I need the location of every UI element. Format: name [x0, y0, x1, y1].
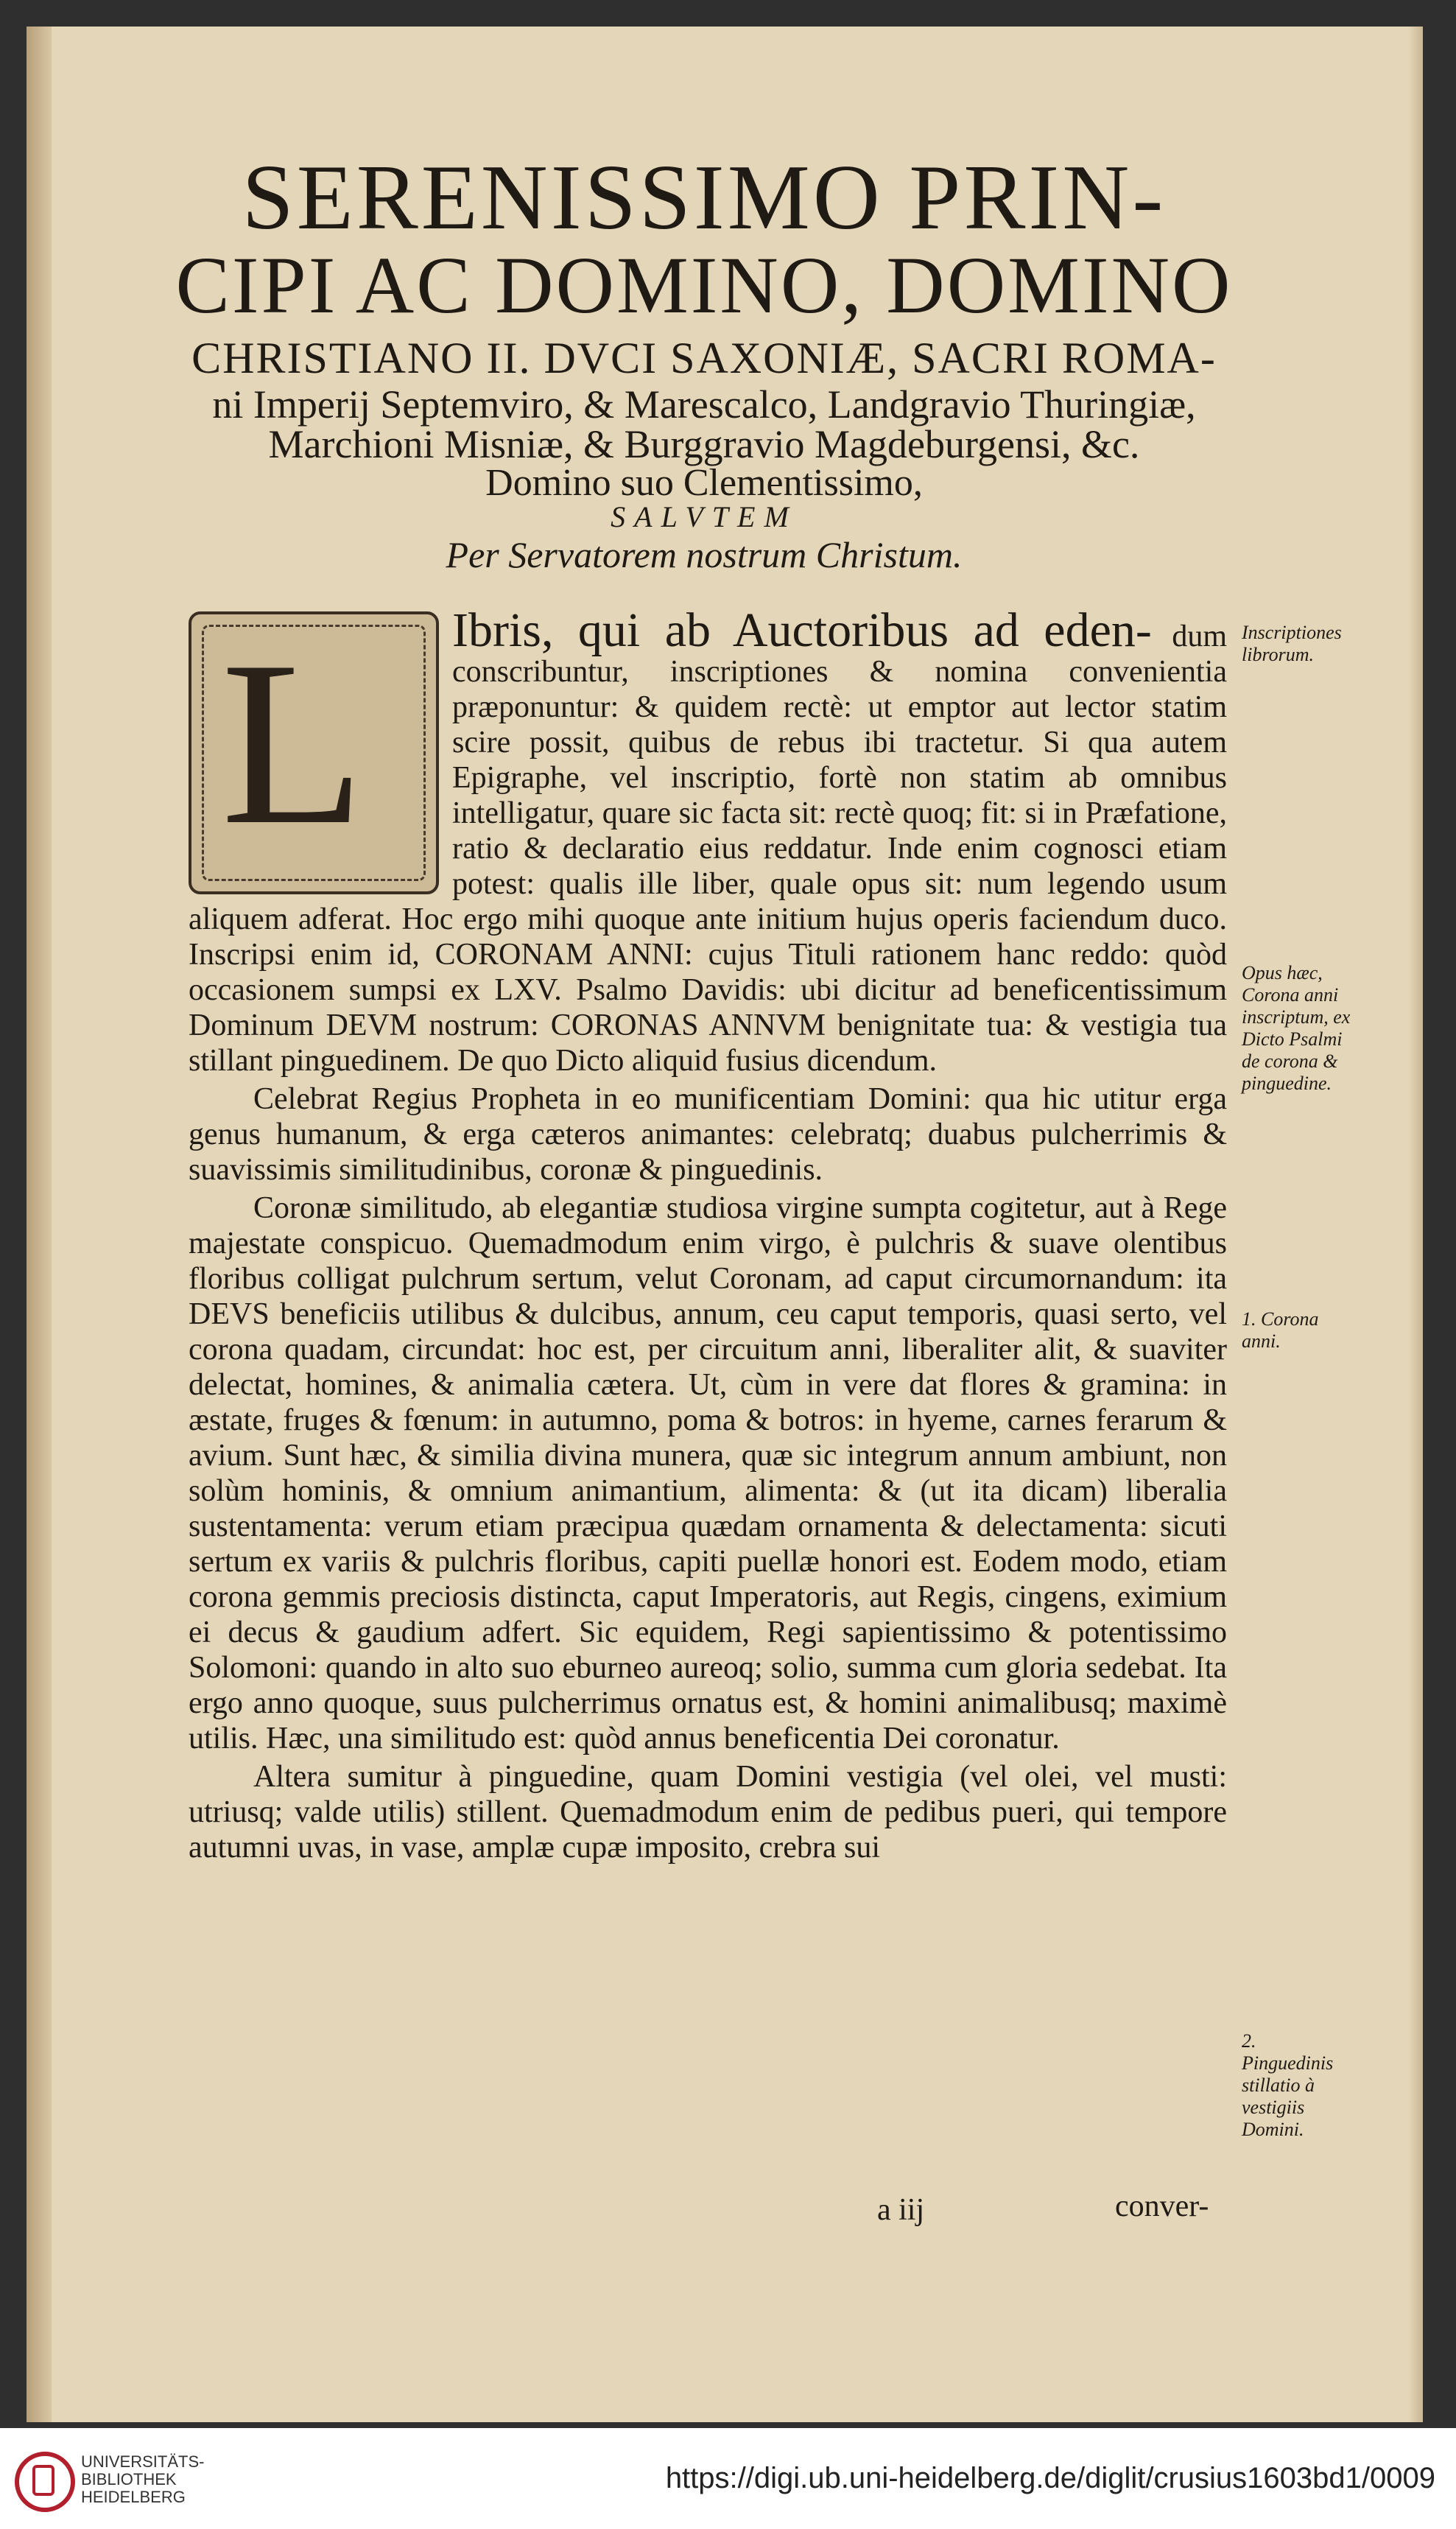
body-text — [189, 603, 1227, 1868]
library-name[interactable] — [81, 2453, 204, 2506]
ornamental-initial — [189, 611, 439, 894]
paragraph-1-rest: dum conscribuntur, inscriptiones & nomina convenientia præponuntur: & quidem rectè: ut emptor aut lector statim scire possit, quibus de rebus ibi tractetur. Si qua autem Epigraphe, vel inscriptio, fortè non statim ab omnibus intelligatur, quare sic facta sit: rectè quoq; fit: si in Præfatione, ratio & declaratio eius reddatur. Inde enim cognosci etiam potest: qualis ille liber, quale opus sit: num legendo usum aliquem adferat. Hoc ergo mihi quoque ante initium hujus operis faciendum duco. Inscripsi enim id, CORONAM ANNI: cujus Tituli rationem hanc reddo: quòd occasionem sumpsi ex LXV. Psalmo Davidis: ubi dicitur ad beneficentissimum Dominum DEVM nostrum: CORONAS ANNVM benignitate tua: & vestigia tua stillant pinguedinem. De quo Dicto aliquid fusius dicendum. — [189, 620, 1227, 1078]
library-logo-icon[interactable] — [15, 2452, 75, 2512]
viewer-footer — [0, 2428, 1456, 2529]
page-edge — [1408, 27, 1423, 2422]
margin-note-3: 1. Corona anni. — [1242, 1308, 1319, 1352]
heading-line-8: Per Servatorem nostrum Christum. — [446, 534, 963, 575]
heading-line-7: SALVTEM — [611, 500, 798, 533]
book-page — [27, 27, 1423, 2422]
margin-note-2: Opus hæc, Corona anni inscriptum, ex Dicto Psalmi de corona & pinguedine. — [1242, 962, 1351, 1094]
paragraph-1-lead: Ibris, qui ab Auctoribus ad eden- — [452, 603, 1152, 657]
paragraph-4: Altera sumitur à pinguedine, quam Domini vestigia (vel olei, vel musti: utriusq; valde utilis) stillent. Quemadmodum enim de pedibus pueri, qui tempore autumni uvas, in vase, amplæ cupæ imposito, crebra sui — [189, 1760, 1227, 1865]
library-name-line-2: BIBLIOTHEK — [81, 2470, 177, 2488]
heading-line-5: Marchioni Misniæ, & Burggravio Magdeburgensi, &c. — [268, 422, 1140, 466]
heading-line-1: SERENISSIMO PRIN- — [242, 147, 1167, 249]
heading-line-2: CIPI AC DOMINO, DOMINO — [175, 240, 1233, 330]
heading-line-4: ni Imperij Septemviro, & Marescalco, Landgravio Thuringiæ, — [212, 382, 1196, 427]
paragraph-3: Coronæ similitudo, ab elegantiæ studiosa virgine sumpta cogitetur, aut à Rege majestate conspicuo. Quemadmodum enim virgo, è pulchris & suave olentibus floribus colligat pulchrum sertum, velut Coronam, ad caput circumornandum: ita DEVS beneficiis utilibus & dulcibus, annum, ceu caput temporis, quasi serto, vel corona quadam, circundat: hoc est, per circuitum anni, liberaliter alit, & suaviter delectat, homines, & animalia cætera. Ut, cùm in vere dat flores & gramina: in æstate, fruges & fœnum: in autumno, poma & botros: in hyeme, carnes ferarum & avium. Sunt hæc, & similia divina munera, quæ sic integrum annum ambiunt, non solùm hominis, & omnium animantium, alimenta: & (ut ita dicam) liberalia sustentamenta: verum etiam præcipua quædam ornamenta & delectamenta: sicuti sertum ex variis & pulchris floribus, capiti puellæ honori est. Eodem modo, etiam corona gemmis preciosis distincta, caput Imperatoris, aut Regis, cingens, eximium ei decus & gaudium adfert. Sic equidem, Regi sapientissimo & potentissimo Solomoni: quando in alto suo eburneo aureoq; solio, summa cum gloria sedebat. Ita ergo anno quoque, suus pulcherrimus ornatus est, & homini animalibusq; maximè utilis. Hæc, una similitudo est: quòd annus beneficentia Dei coronatur. — [189, 1191, 1227, 1755]
signature-mark: a iij — [877, 2193, 925, 2227]
dropcap-letter: L — [221, 613, 365, 874]
catchword: conver- — [1115, 2189, 1209, 2223]
margin-note-4: 2. Pinguedinis stillatio à vestigiis Domini. — [1242, 2030, 1334, 2140]
heading-line-6: Domino suo Clementissimo, — [485, 462, 923, 504]
library-name-line-3: HEIDELBERG — [81, 2488, 186, 2506]
page-url-link[interactable]: https://digi.ub.uni-heidelberg.de/diglit/crusius1603bd1/0009 — [665, 2462, 1435, 2494]
page-gutter — [27, 27, 52, 2422]
heading-line-3: CHRISTIANO II. DVCI SAXONIÆ, SACRI ROMA- — [191, 334, 1217, 382]
dedication-heading — [166, 147, 1242, 575]
margin-note-1: Inscriptiones librorum. — [1242, 622, 1342, 665]
paragraph-2: Celebrat Regius Propheta in eo munificentiam Domini: qua hic utitur erga genus humanum, & erga cæteros animantes: celebratq; duabus pulcherrimis & suavissimis similitudinibus, coronæ & pinguedinis. — [189, 1082, 1227, 1187]
library-name-line-1: UNIVERSITÄTS- — [81, 2452, 205, 2471]
